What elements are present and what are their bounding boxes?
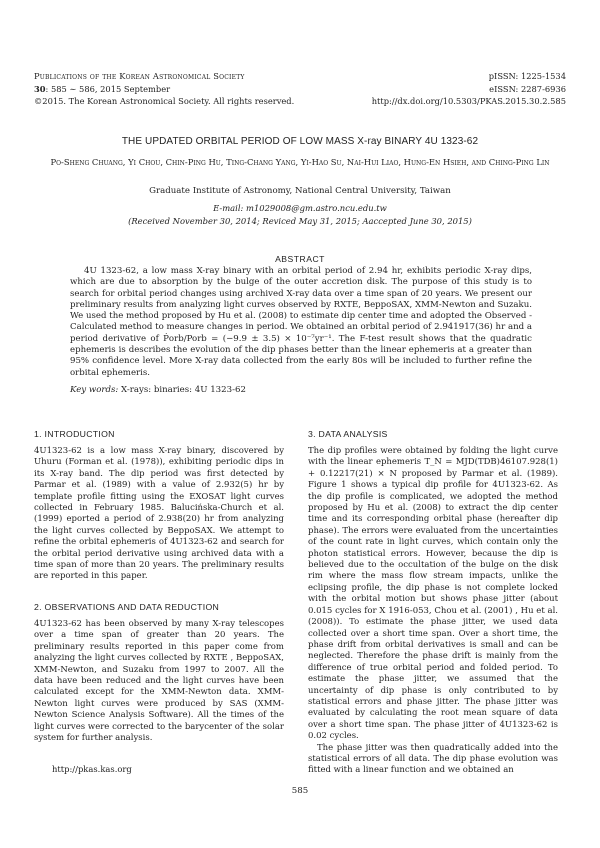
section-heading-introduction: 1. INTRODUCTION	[34, 429, 115, 439]
journal-url[interactable]: http://pkas.kas.org	[52, 764, 132, 774]
citation	[34, 83, 170, 96]
keywords	[70, 385, 532, 395]
abstract-heading: ABSTRACT	[275, 254, 325, 264]
keywords-list: X-rays: binaries: 4U 1323-62	[121, 385, 246, 395]
paragraph: The phase jitter was then quadratically added into the statistical errors of all data. The dip phase evolution was fitted with a linear function and we obtained an	[308, 742, 558, 776]
journal-name: Publications of the Korean Astronomical Society	[34, 71, 245, 81]
copyright: ©2015. The Korean Astronomical Society. All rights reserved.	[34, 96, 295, 107]
paper-title: THE UPDATED ORBITAL PERIOD OF LOW MASS X-ray BINARY 4U 1323-62	[121, 136, 479, 147]
affiliation: Graduate Institute of Astronomy, National Central University, Taiwan	[149, 186, 451, 196]
eissn: eISSN: 2287-6936	[489, 83, 566, 94]
doi-link[interactable]: http://dx.doi.org/10.5303/PKAS.2015.30.2.585	[371, 96, 566, 107]
journal-header	[34, 70, 566, 108]
observations-body	[34, 619, 284, 744]
section-heading-data-analysis: 3. DATA ANALYSIS	[308, 429, 388, 439]
section-heading-observations: 2. OBSERVATIONS AND DATA REDUCTION	[34, 602, 220, 612]
email[interactable]: E-mail: m1029008@gm.astro.ncu.edu.tw	[213, 203, 387, 213]
received-dates: (Received November 30, 2014; Reviced May 31, 2015; Aaccepted June 30, 2015)	[128, 216, 472, 226]
data-analysis-body	[308, 446, 558, 777]
introduction-body	[34, 446, 284, 583]
paragraph: 4U1323-62 is a low mass X-ray binary, discovered by Uhuru (Forman et al. (1978)), exhibiting periodic dips in its X-ray band. The dip period was first detected by Parmar et al. (1989) with a value of 2.932(5) hr by template profile fitting using the EXOSAT light curves collected in February 1985. Balucińska-Church et al. (1999) eported a period of 2.938(20) hr from analyzing the light curves collected by BeppoSAX. We attempt to refine the orbital ephemeris of 4U1323-62 and search for the orbital period derivative using archived data with a time span of more than 20 years. The preliminary results are reported in this paper.	[34, 446, 284, 582]
abstract-text: 4U 1323-62, a low mass X-ray binary with an orbital period of 2.94 hr, exhibits periodic X-ray dips, which are due to absorption by the bulge of the outer accretion disk. The purpose of this study is to search for orbital period changes using archived X-ray data over a time span of 20 years. We present our preliminary results from analyzing light curves observed by RXTE, BeppoSAX, XMM-Newton and Suzaku. We used the method proposed by Hu et al. (2008) to estimate dip center time and adopted the Observed - Calculated method to measure changes in period. We obtained an orbital period of 2.941917(36) hr and a period derivative of Ṗorb/Porb = (−9.9 ± 3.5) × 10⁻⁷yr⁻¹. The F-test result shows that the quadratic ephemeris is describes the evolution of the dip phases better than the linear ephemeris at a greater than 95% confidence level. More X-ray data collected from the early 80s will be included to further refine the orbital ephemeris.	[70, 266, 532, 378]
pissn: pISSN: 1225-1534	[488, 71, 566, 81]
pages-date: : 585 ∼ 586, 2015 September	[45, 83, 171, 94]
paragraph: The dip profiles were obtained by folding the light curve with the linear ephemeris T_N = MJD(TDB)46107.928(1) + 0.12217(21) × N proposed by Parmar et al. (1989). Figure 1 shows a typical dip profile for 4U1323-62. As the dip profile is complicated, we adopted the method proposed by Hu et al. (2008) to extract the dip center time and its corresponding orbital phase (hereafter dip phase). The errors were evaluated from the uncertainties of the count rate in light curves, which contain only the photon statistical errors. However, because the dip is believed due to the occultation of the bulge on the disk rim where the mass flow stream impacts, unlike the eclipsing profile, the dip phase is not complete locked with the orbital motion but shows phase jitter (about 0.015 cycles for X 1916-053, Chou et al. (2001) , Hu et al. (2008)). To estimate the phase jitter, we used data collected over a short time span. Over a short time, the phase drift from orbital derivatives is small and can be neglected. Therefore the phase drift is mainly from the difference of true orbital period and folded period. To estimate the phase jitter, we assumed that the uncertainty of dip phase is only contributed to by statistical errors and phase jitter. The phase jitter was evaluated by calculating the root mean square of data over a short time span. The phase jitter of 4U1323-62 is 0.02 cycles.	[308, 446, 558, 742]
keywords-label: Key words:	[70, 385, 119, 395]
author-list: Po-Sheng Chuang, Yi Chou, Chin-Ping Hu, Ting-Chang Yang, Yi-Hao Su, Nai-Hui Liao, Hung-En Hsieh, and Ching-Ping Lin	[50, 157, 550, 167]
paragraph: 4U1323-62 has been observed by many X-ray telescopes over a time span of greater than 20 years. The preliminary results reported in this paper come from analyzing the light curves collected by RXTE , BeppoSAX, XMM-Newton, and Suzaku from 1997 to 2007. All the data have been reduced and the light curves have been calculated except for the XMM-Newton data. XMM-Newton light curves were produced by SAS (XMM-Newton Science Analysis Software). All the times of the light curves were corrected to the barycenter of the solar system for further analysis.	[34, 619, 284, 744]
volume: 30	[34, 83, 46, 94]
page-number: 585	[291, 786, 309, 796]
